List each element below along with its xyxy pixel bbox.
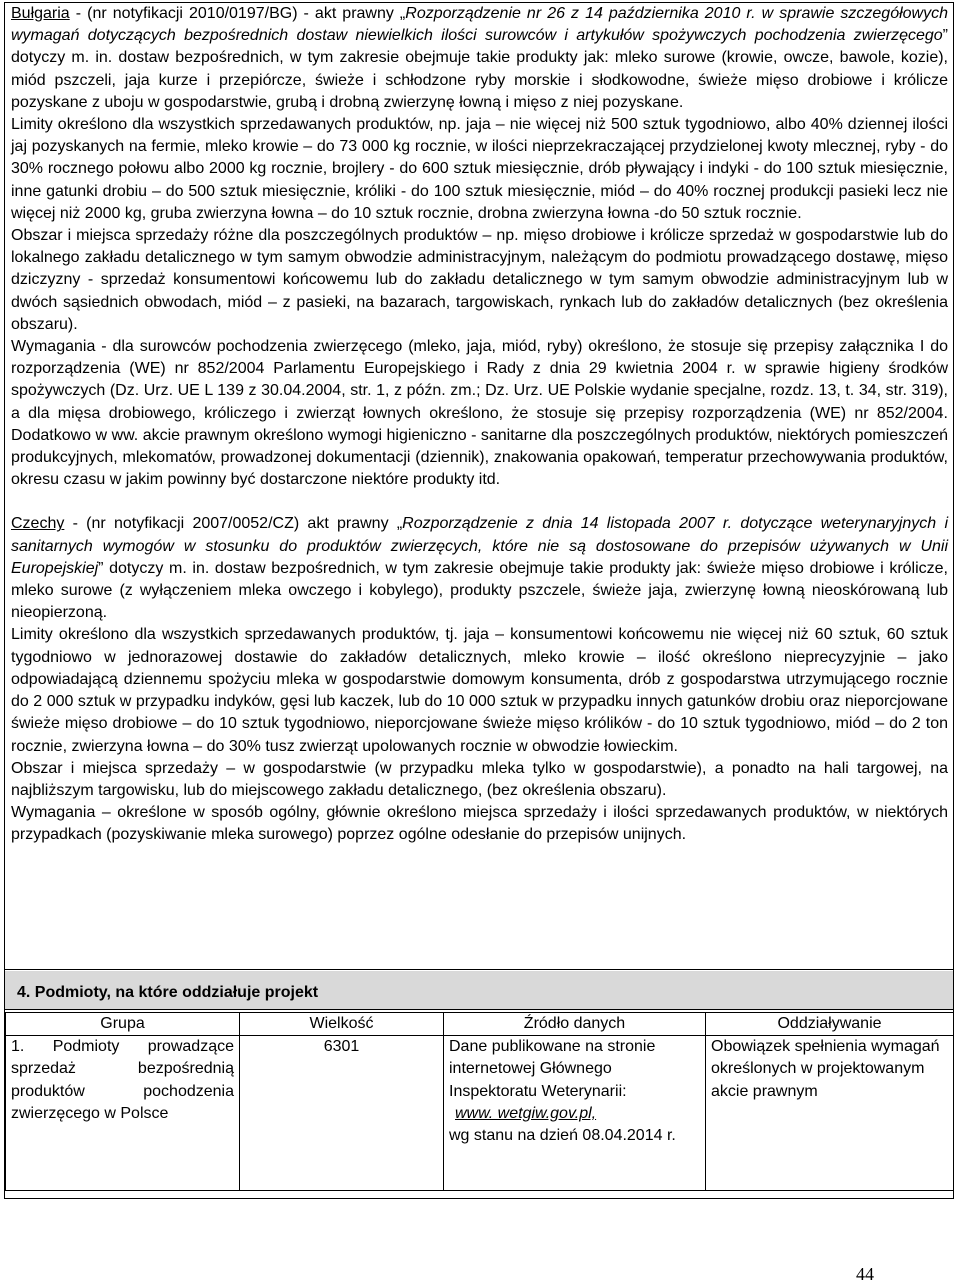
- bulgaria-paragraph: [11, 3, 948, 114]
- bulgaria-intro: - (nr notyfikacji 2010/0197/BG) - akt prawny „: [69, 5, 406, 22]
- czechy-limits: Limity określono dla wszystkich sprzedawanych produktów, tj. jaja – konsumentowi końcowemu nie więcej niż 60 sztuk, 60 sztuk tygodniowo w jednorazowej dostawie do zakładów detalicznych, mleko krowie – ilość określono nieprecyzyjnie – jako odpowiadającą dziennemu spożyciu mleka w gospodarstwie domowym konsumenta, drób z gospodarstwa utrzymującego rocznie do 2 000 sztuk w przypadku indyków, gęsi lub kaczek, lub do 10 000 sztuk w przypadku innych gatunków drobiu oraz nieporcjowane świeże mięso drobiowe – do 10 sztuk tygodniowo, nieporcjowane świeże mięso królików - do 10 sztuk tygodniowo, miód – do 2 ton rocznie, zwierzyna łowna – do 30% tusz zwierząt upolowanych rocznie w obwodzie łowieckim.: [11, 626, 948, 755]
- header-group: Grupa: [6, 1013, 240, 1036]
- document-body: [11, 3, 948, 847]
- cell-source: [444, 1036, 706, 1191]
- czechy-requirements: Wymagania – określone w sposób ogólny, głównie określono miejsca sprzedaży i ilości sprzedawanych produktów, w niektórych przypadkach (pozyskiwanie mleka surowego) poprzez ogólne odesłanie do przepisów unijnych.: [11, 804, 948, 844]
- cell-group: 1. Podmioty prowadzące sprzedaż bezpośrednią produktów pochodzenia zwierzęcego w Polsce: [6, 1036, 240, 1191]
- country-czechy: Czechy: [11, 515, 65, 533]
- affected-entities-table: [5, 1012, 954, 1191]
- czechy-intro: - (nr notyfikacji 2007/0052/CZ) akt prawny „: [64, 515, 403, 533]
- czechy-paragraph: [11, 513, 948, 624]
- paragraph-spacer: [11, 491, 948, 513]
- source-link[interactable]: www. wetgiw.gov.pl,: [455, 1104, 597, 1122]
- cell-size: 6301: [240, 1036, 444, 1191]
- bulgaria-act-title: Rozporządzenie nr 26 z 14 października 2010 r. w sprawie szczegółowych wymagań dotyczących bezpośrednich dostaw niewielkich ilości surowców i artykułów spożywczych pochodzenia zwierzęcego: [11, 5, 949, 45]
- header-size: Wielkość: [240, 1013, 444, 1036]
- source-text: Dane publikowane na stronie internetowej Głównego Inspektoratu Weterynarii:: [449, 1038, 656, 1100]
- source-date: wg stanu na dzień 08.04.2014 r.: [449, 1127, 676, 1145]
- header-source: Źródło danych: [444, 1013, 706, 1036]
- czechy-act-title: Rozporządzenie z dnia 14 listopada 2007 r. dotyczące weterynaryjnych i sanitarnych wymogów w stosunku do produktów zwierzęcych, które nie są dostosowane do przepisów używanych w Unii Europejskiej: [11, 515, 948, 577]
- bulgaria-area: Obszar i miejsca sprzedaży różne dla poszczególnych produktów – np. mięso drobiowe i królicze sprzedaż w gospodarstwie lub do lokalnego zakładu detalicznego w tym samym obwodzie administracyjnym, należącym do podmiotu prowadzącego dostawę, mięso dziczyzny - sprzedaż konsumentowi końcowemu lub do zakładu detalicznego w tym samym obwodzie administracyjnym lub w dwóch sąsiednich obwodach, miód – z pasieki, na bazarach, targowiskach, rynkach lub do zakładów detalicznych (bez określenia obszaru).: [11, 227, 948, 333]
- header-impact: Oddziaływanie: [706, 1013, 954, 1036]
- section-divider: [4, 969, 954, 970]
- bulgaria-scope: ” dotyczy m. in. dostaw bezpośrednich, w tym zakresie obejmuje takie produkty jak: mleko surowe (krowie, owcze, bawole, kozie), miód pszczeli, jaja kurze i przepiórcze, świeże i schłodzone ryby morskie i słodkowodne, świeże mięso drobiowe i królicze pozyskane z uboju w gospodarstwie, grubą i drobną zwierzynę łowną i mięso z niej pozyskane.: [11, 27, 948, 111]
- section-4-heading: 4. Podmioty, na które oddziałuje projekt: [5, 971, 953, 1010]
- page-number: 44: [856, 1264, 874, 1284]
- table-row: [6, 1036, 954, 1191]
- cell-impact: Obowiązek spełnienia wymagań określonych w projektowanym akcie prawnym: [706, 1036, 954, 1191]
- czechy-scope: ” dotyczy m. in. dostaw bezpośrednich, w tym zakresie obejmuje takie produkty jak: świeże mięso drobiowe i królicze, mleko surowe (z wyłączeniem mleka owczego i kobylego), produkty pszczele, świeże jaja, zwierzynę łowną nieoskórowaną lub nieopierzoną.: [11, 559, 948, 622]
- table-header-row: [6, 1013, 954, 1036]
- country-bulgaria: Bułgaria: [11, 5, 70, 22]
- czechy-area: Obszar i miejsca sprzedaży – w gospodarstwie (w przypadku mleka tylko w gospodarstwie), a ponadto na hali targowej, na najbliższym targowisku, lub do miejscowego zakładu detalicznego, (bez określenia obszaru).: [11, 759, 948, 799]
- bulgaria-requirements: Wymagania - dla surowców pochodzenia zwierzęcego (mleko, jaja, miód, ryby) określono, że stosuje się przepisy załącznika I do rozporządzenia (WE) nr 852/2004 Parlamentu Europejskiego i Rady z dnia 29 kwietnia 2004 r. w sprawie higieny środków spożywczych (Dz. Urz. UE L 139 z 30.04.2004, str. 1, z późn. zm.; Dz. Urz. UE Polskie wydanie specjalne, rozdz. 13, t. 34, str. 319), a dla mięsa drobiowego, króliczego i zwierząt łownych określono, że stosuje się przepisy rozporządzenia (WE) nr 852/2004. Dodatkowo w ww. akcie prawnym określono wymogi higieniczno - sanitarne dla poszczególnych produktów, niektórych pomieszczeń produkcyjnych, mlekomatów, prowadzonej dokumentacji (dziennik), znakowania opakowań, temperatur przechowywania produktów, okresu czasu w jakim powinny być dostarczone niektóre produkty itd.: [11, 338, 948, 489]
- bulgaria-limits: Limity określono dla wszystkich sprzedawanych produktów, np. jaja – nie więcej niż 500 sztuk tygodniowo, albo 40% dziennej ilości jaj pozyskanych na fermie, mleko krowie – do 73 000 kg rocznie, w ilości nieprzekraczającej przydzielonej kwoty mlecznej, ryby - do 30% rocznego połowu albo 2000 kg rocznie, brojlery - do 600 sztuk miesięcznie, drób pływający i indyki - do 100 sztuk miesięcznie, inne gatunki drobiu – do 500 sztuk miesięcznie, króliki - do 100 sztuk miesięcznie, miód – do 40% rocznej produkcji pasieki lecz nie więcej niż 2000 kg, gruba zwierzyna łowna – do 10 sztuk rocznie, drobna zwierzyna łowna -do 50 sztuk rocznie.: [11, 116, 948, 222]
